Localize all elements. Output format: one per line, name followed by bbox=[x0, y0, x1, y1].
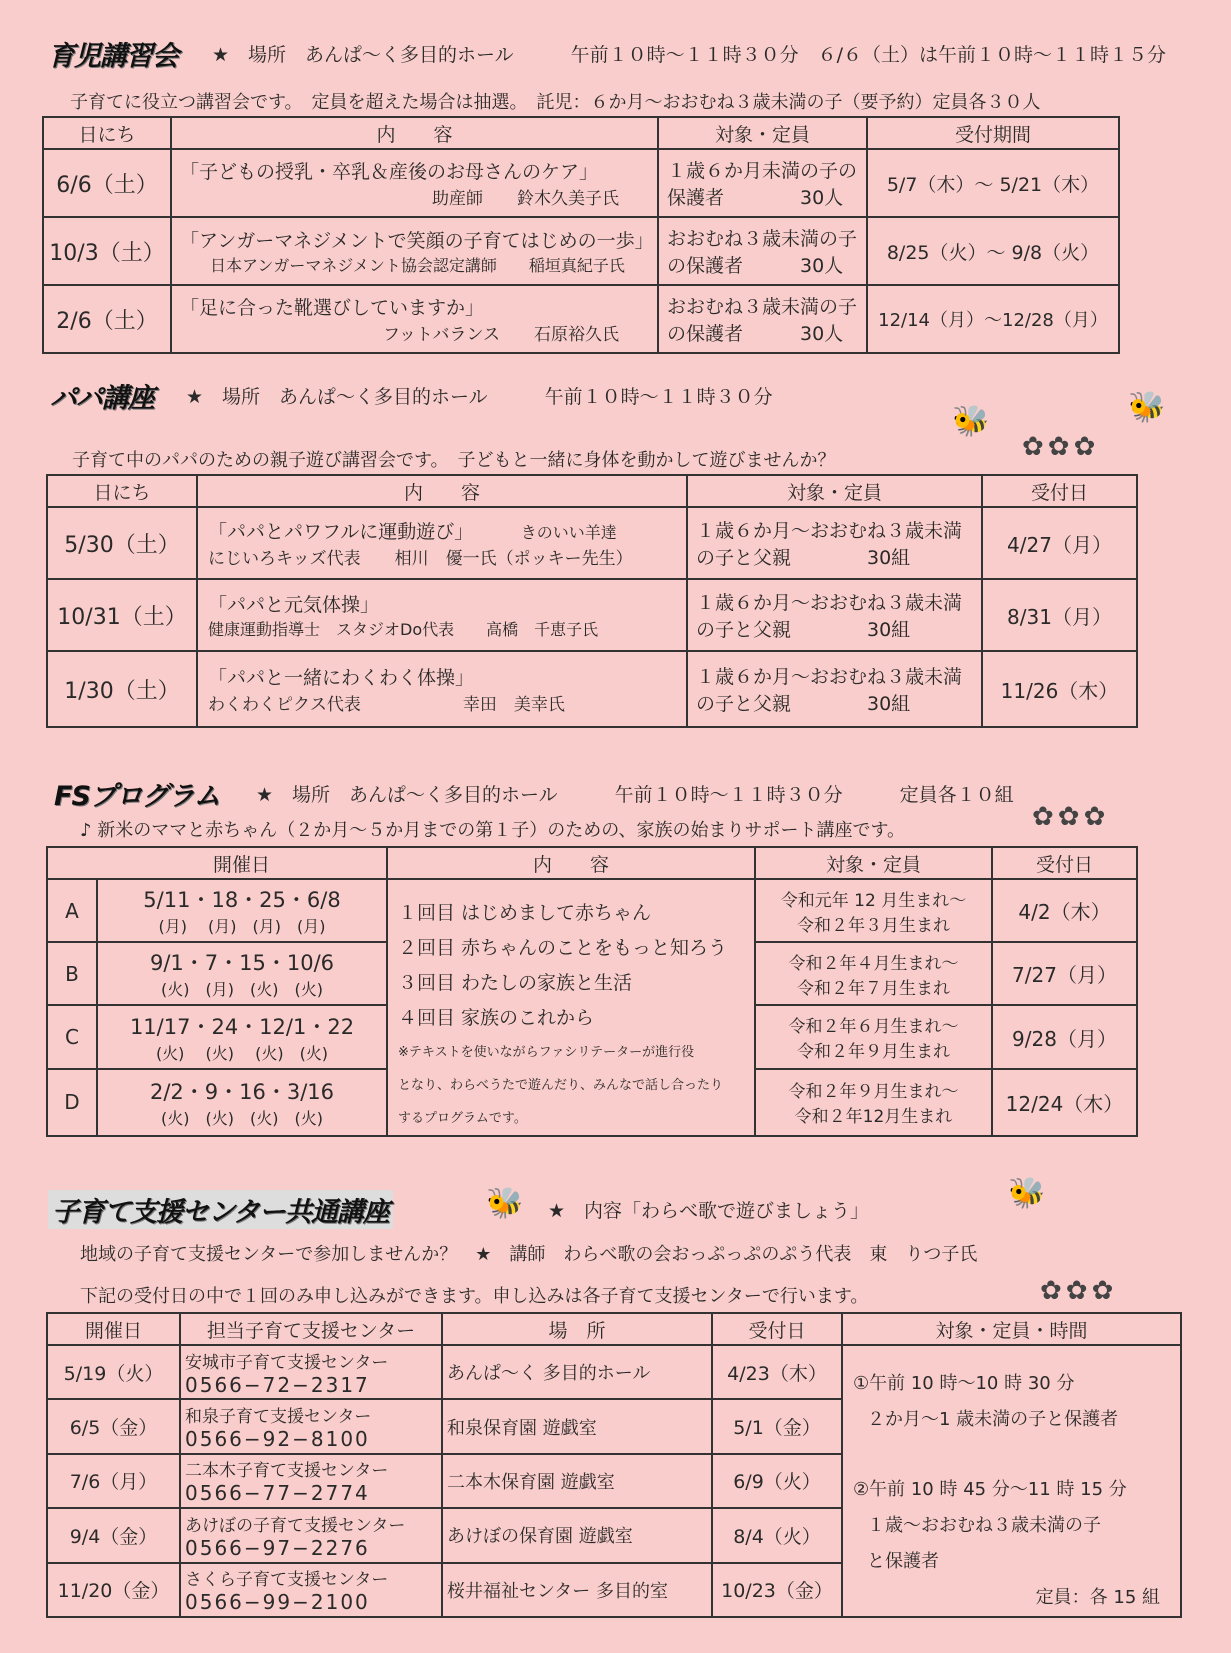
row-place: あんぱ～く 多目的ホール bbox=[442, 1345, 712, 1399]
row-day: 10/23（金） bbox=[712, 1563, 842, 1617]
row-days: (火) (月) (火) (火) bbox=[161, 980, 323, 1000]
row-group: B bbox=[47, 942, 97, 1005]
row-period: 12/14（月）～12/28（月） bbox=[867, 285, 1119, 353]
section-title-fs: FSプログラム bbox=[54, 781, 220, 812]
row-title: 「パパと一緒にわくわく体操」 bbox=[208, 667, 475, 689]
row-day: 4/23（木） bbox=[712, 1345, 842, 1399]
content-note: となり、わらべうたで遊んだり、みんなで話し合ったり bbox=[398, 1078, 724, 1093]
table-row bbox=[47, 879, 1137, 942]
col-header: 内 容 bbox=[171, 117, 658, 149]
row-day: 9/28（月） bbox=[992, 1005, 1137, 1068]
row-day: 6/9（火） bbox=[712, 1454, 842, 1508]
section-title-center: 子育て支援センター共通講座 bbox=[48, 1190, 393, 1229]
row-target: １歳６か月～おおむね３歳未満 bbox=[696, 666, 963, 688]
row-day: 8/31（月） bbox=[982, 579, 1137, 651]
row-day: 11/26（木） bbox=[982, 651, 1137, 727]
row-place: あけぼの保育園 遊戯室 bbox=[442, 1508, 712, 1562]
row-days: (月) (月) (月) (月) bbox=[158, 917, 326, 937]
col-header: 担当子育て支援センター bbox=[180, 1313, 442, 1345]
col-header: 日にち bbox=[43, 117, 171, 149]
row-title: 「アンガーマネジメントで笑顔の子育てはじめの一歩」 bbox=[180, 230, 654, 252]
tulip-icon: ✿✿✿ bbox=[1022, 432, 1100, 462]
content-line: ４回目 家族のこれから bbox=[398, 1007, 595, 1029]
table-row bbox=[47, 579, 1137, 651]
row-title: 「パパとパワフルに運動遊び」 bbox=[208, 521, 464, 543]
row-date: 2/6（土） bbox=[43, 285, 171, 353]
table-ikuji bbox=[42, 116, 1120, 354]
row-date: 9/4（金） bbox=[47, 1508, 180, 1562]
row-date: 6/5（金） bbox=[47, 1399, 180, 1453]
section-header-center: ★ 内容「わらべ歌で遊びましょう」 bbox=[548, 1200, 870, 1222]
row-target: 令和２年６月生まれ～ bbox=[788, 1017, 959, 1038]
row-title: 「足に合った靴選びしていますか」 bbox=[180, 297, 485, 319]
row-date: 6/6（土） bbox=[43, 149, 171, 217]
col-header: 対象・定員 bbox=[658, 117, 867, 149]
row-target: の子と父親 30組 bbox=[696, 547, 911, 569]
row-target: １歳６か月～おおむね３歳未満 bbox=[696, 520, 963, 542]
row-target: 令和２年12月生まれ bbox=[794, 1107, 953, 1128]
target-line: １歳～おおむね３歳未満の子 bbox=[867, 1515, 1101, 1536]
col-header: 場 所 bbox=[442, 1313, 712, 1345]
row-target: の保護者 30人 bbox=[667, 323, 844, 345]
row-day: 5/1（金） bbox=[712, 1399, 842, 1453]
target-line: ①午前 10 時～10 時 30 分 bbox=[853, 1373, 1075, 1394]
col-header: 日にち bbox=[47, 475, 197, 507]
row-date: 10/3（土） bbox=[43, 217, 171, 285]
row-place: 二本木保育園 遊戯室 bbox=[442, 1454, 712, 1508]
row-group: A bbox=[47, 879, 97, 942]
bee-icon: 🐝 bbox=[486, 1186, 524, 1221]
row-days: (火) (火) (火) (火) bbox=[155, 1043, 329, 1063]
row-day: 4/2（木） bbox=[992, 879, 1137, 942]
section-title-papa: パパ講座 bbox=[50, 383, 154, 414]
col-header: 受付日 bbox=[982, 475, 1137, 507]
row-days: (火) (火) (火) (火) bbox=[161, 1108, 323, 1128]
row-date: 7/6（月） bbox=[47, 1454, 180, 1508]
col-header: 受付期間 bbox=[867, 117, 1119, 149]
section-intro-papa: 子育て中のパパのための親子遊び講習会です。 子どもと一緒に身体を動かして遊びませんか？ bbox=[72, 450, 836, 471]
row-target: 令和２年９月生まれ～ bbox=[788, 1082, 959, 1103]
target-line: と保護者 bbox=[867, 1551, 939, 1572]
row-lecturer: フットバランス 石原裕久氏 bbox=[383, 325, 619, 345]
row-date: 5/19（火） bbox=[47, 1345, 180, 1399]
content-line: ２回目 赤ちゃんのことをもっと知ろう bbox=[398, 937, 728, 959]
row-place: 桜井福祉センター 多目的室 bbox=[442, 1563, 712, 1617]
row-dates: 2/2・9・16・3/16 bbox=[149, 1079, 335, 1104]
row-lecturer: わくわくピクス代表 幸田 美幸氏 bbox=[208, 695, 565, 715]
row-date: 1/30（土） bbox=[47, 651, 197, 727]
section-header-ikuji: ★ 場所 あんぱ～く多目的ホール 午前１０時～１１時３０分 ６/６（土）は午前１０時～１１時１５分 bbox=[212, 44, 1167, 66]
row-target: １歳６か月～おおむね３歳未満 bbox=[696, 592, 963, 614]
row-center: 安城市子育て支援センター bbox=[185, 1352, 389, 1373]
table-fs bbox=[46, 846, 1138, 1137]
table-row bbox=[43, 217, 1119, 285]
row-target: おおむね３歳未満の子 bbox=[667, 228, 858, 250]
row-title: 「パパと元気体操」 bbox=[208, 594, 380, 616]
row-dates: 11/17・24・12/1・22 bbox=[129, 1014, 355, 1039]
tulip-icon: ✿✿✿ bbox=[1032, 802, 1110, 832]
row-lecturer: にじいろキッズ代表 相川 優一氏（ポッキー先生） bbox=[208, 549, 633, 569]
section-title-ikuji: 育児講習会 bbox=[48, 41, 178, 72]
bee-icon: 🐝 bbox=[952, 404, 990, 439]
col-header: 対象・定員 bbox=[755, 847, 992, 879]
section-intro-ikuji: 子育てに役立つ講習会です。 定員を超えた場合は抽選。 託児：６か月～おおむね３歳未満の子（要予約）定員各３０人 bbox=[70, 92, 1041, 113]
row-day: 7/27（月） bbox=[992, 942, 1137, 1005]
row-target: おおむね３歳未満の子 bbox=[667, 296, 858, 318]
col-header: 受付日 bbox=[712, 1313, 842, 1345]
row-place: 和泉保育園 遊戯室 bbox=[442, 1399, 712, 1453]
row-target: 令和元年 12 月生まれ～ bbox=[780, 890, 967, 911]
target-line: ②午前 10 時 45 分～11 時 15 分 bbox=[853, 1479, 1127, 1500]
row-lecturer: 助産師 鈴木久美子氏 bbox=[432, 189, 619, 209]
row-target: 令和２年７月生まれ bbox=[797, 978, 950, 999]
table-papa bbox=[46, 474, 1138, 728]
row-center: 和泉子育て支援センター bbox=[185, 1407, 372, 1428]
row-day: 4/27（月） bbox=[982, 507, 1137, 579]
content-note: ※テキストを使いながらファシリテーターが進行役 bbox=[398, 1045, 695, 1060]
tulip-icon: ✿✿✿ bbox=[1040, 1276, 1118, 1306]
row-tel: 0566−77−2774 bbox=[185, 1481, 370, 1506]
row-period: 5/7（木）～ 5/21（木） bbox=[867, 149, 1119, 217]
section-intro-fs: ♪ 新米のママと赤ちゃん（２か月～５か月までの第１子）のための、家族の始まりサポート講座です。 bbox=[80, 820, 906, 841]
section-intro-center-2: 下記の受付日の中で１回のみ申し込みができます。申し込みは各子育て支援センターで行います。 bbox=[80, 1286, 869, 1307]
content-note: するプログラムです。 bbox=[398, 1111, 527, 1126]
col-header: 内 容 bbox=[197, 475, 687, 507]
row-group: C bbox=[47, 1005, 97, 1068]
row-day: 12/24（木） bbox=[992, 1069, 1137, 1136]
row-day: 8/4（火） bbox=[712, 1508, 842, 1562]
col-header: 対象・定員・時間 bbox=[842, 1313, 1181, 1345]
row-target: の子と父親 30組 bbox=[696, 619, 911, 641]
row-center: さくら子育て支援センター bbox=[185, 1570, 389, 1591]
row-date: 11/20（金） bbox=[47, 1563, 180, 1617]
table-row bbox=[43, 149, 1119, 217]
bee-icon: 🐝 bbox=[1128, 390, 1166, 425]
row-target: １歳６か月未満の子の bbox=[667, 160, 858, 182]
row-date: 10/31（土） bbox=[47, 579, 197, 651]
row-tel: 0566−72−2317 bbox=[185, 1372, 370, 1397]
row-target: 保護者 30人 bbox=[667, 187, 844, 209]
row-group: D bbox=[47, 1069, 97, 1136]
row-target: 令和２年４月生まれ～ bbox=[788, 953, 959, 974]
row-target: の保護者 30人 bbox=[667, 255, 844, 277]
section-header-fs: ★ 場所 あんぱ～く多目的ホール 午前１０時～１１時３０分 定員各１０組 bbox=[256, 784, 1014, 806]
row-extra: きのいい羊達 bbox=[520, 523, 617, 542]
row-tel: 0566−97−2276 bbox=[185, 1535, 370, 1560]
row-center: 二本木子育て支援センター bbox=[185, 1461, 389, 1482]
row-period: 8/25（火）～ 9/8（火） bbox=[867, 217, 1119, 285]
row-dates: 5/11・18・25・6/8 bbox=[143, 888, 341, 913]
target-line: ２か月～1 歳未満の子と保護者 bbox=[867, 1409, 1119, 1430]
section-intro-center: 地域の子育て支援センターで参加しませんか？ ★ 講師 わらべ歌の会おっぷっぷのぷう代表 東 りつ子氏 bbox=[80, 1244, 978, 1265]
row-tel: 0566−92−8100 bbox=[185, 1427, 370, 1452]
content-line: ３回目 わたしの家族と生活 bbox=[398, 972, 633, 994]
row-title: 「子どもの授乳・卒乳＆産後のお母さんのケア」 bbox=[180, 161, 599, 183]
row-target: 令和２年９月生まれ bbox=[797, 1042, 950, 1063]
table-center bbox=[46, 1312, 1182, 1618]
table-row bbox=[47, 651, 1137, 727]
row-dates: 9/1・7・15・10/6 bbox=[149, 951, 335, 976]
col-header: 受付日 bbox=[992, 847, 1137, 879]
table-row bbox=[47, 1345, 1181, 1399]
col-header: 開催日 bbox=[47, 1313, 180, 1345]
row-lecturer: 日本アンガーマネジメント協会認定講師 稲垣真紀子氏 bbox=[210, 256, 625, 275]
content-line: １回目 はじめまして赤ちゃん bbox=[398, 902, 652, 924]
row-lecturer: 健康運動指導士 スタジオDo代表 高橋 千恵子氏 bbox=[208, 620, 599, 639]
row-tel: 0566−99−2100 bbox=[185, 1590, 370, 1615]
row-target: の子と父親 30組 bbox=[696, 693, 911, 715]
row-date: 5/30（土） bbox=[47, 507, 197, 579]
table-row bbox=[43, 285, 1119, 353]
bee-icon: 🐝 bbox=[1008, 1176, 1046, 1211]
col-header: 対象・定員 bbox=[687, 475, 982, 507]
col-header: 開催日 bbox=[97, 847, 387, 879]
table-row bbox=[47, 507, 1137, 579]
row-center: あけぼの子育て支援センター bbox=[185, 1515, 406, 1536]
target-capacity: 定員：各 15 組 bbox=[1035, 1587, 1160, 1608]
row-target: 令和２年３月生まれ bbox=[797, 915, 950, 936]
col-header: 内 容 bbox=[387, 847, 755, 879]
section-header-papa: ★ 場所 あんぱ～く多目的ホール 午前１０時～１１時３０分 bbox=[186, 386, 773, 408]
